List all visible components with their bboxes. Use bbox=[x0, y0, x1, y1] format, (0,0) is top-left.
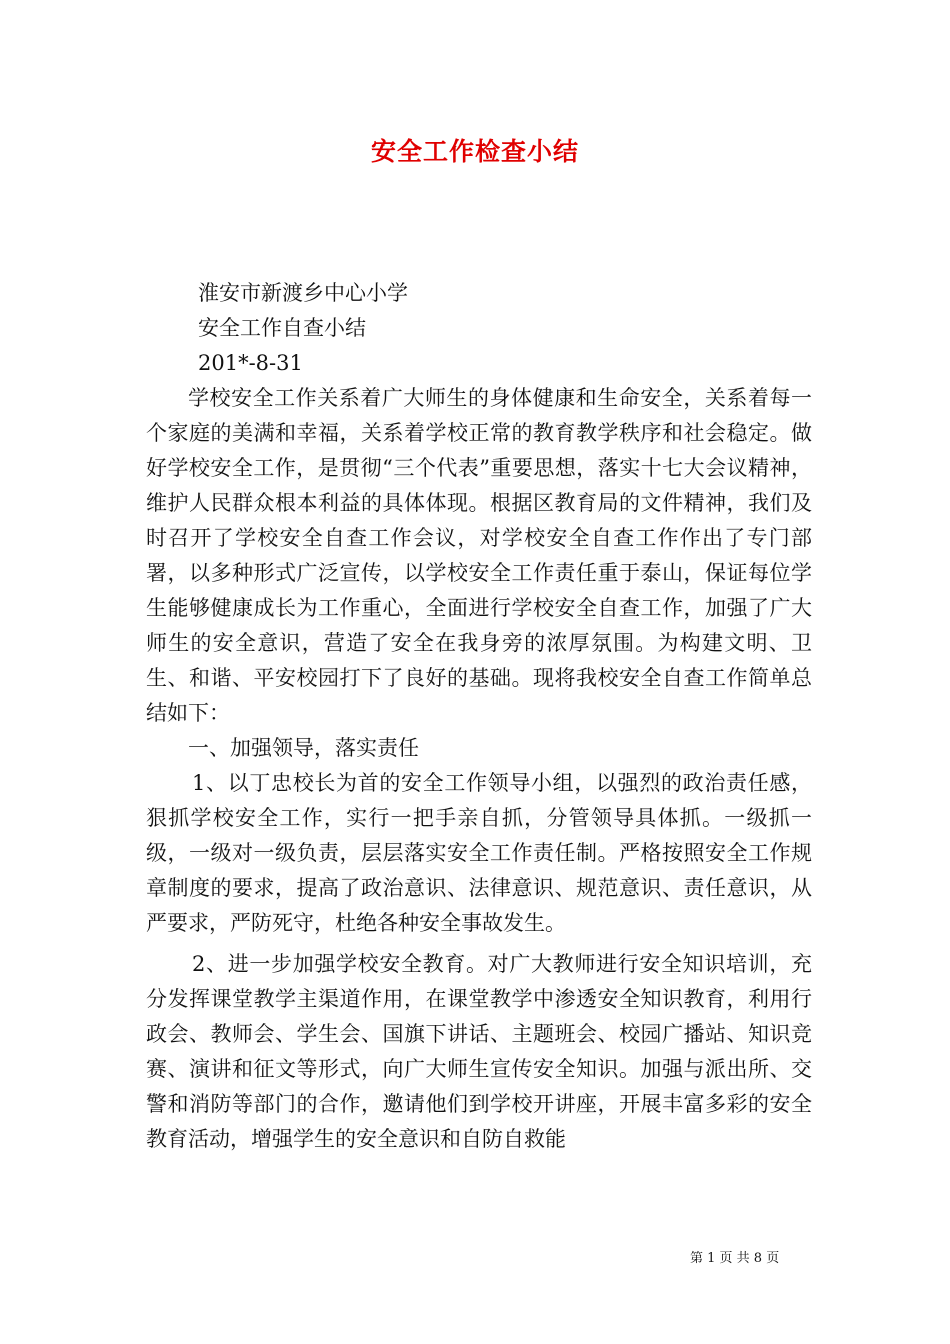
section-heading-1: 一、加强领导，落实责任 bbox=[188, 736, 419, 760]
document-subtitle: 安全工作自查小结 bbox=[198, 316, 366, 340]
item-paragraph-1: 1、以丁忠校长为首的安全工作领导小组，以强烈的政治责任感，狠抓学校安全工作，实行一把手亲自抓，分管领导具体抓。一级抓一级，一级对一级负责，层层落实安全工作责任制。严格按照安全工作规章制度的要求，提高了政治意识、法律意识、规范意识、责任意识，从严要求，严防死守，杜绝各种安全事故发生。 bbox=[146, 771, 812, 935]
document-title: 安全工作检查小结 bbox=[370, 137, 579, 166]
intro-paragraph: 学校安全工作关系着广大师生的身体健康和生命安全，关系着每一个家庭的美满和幸福，关系着学校正常的教育教学秩序和社会稳定。做好学校安全工作，是贯彻“三个代表”重要思想，落实十七大会议精神，维护人民群众根本利益的具体体现。根据区教育局的文件精神，我们及时召开了学校安全自查工作会议，对学校安全自查工作作出了专门部署，以多种形式广泛宣传，以学校安全工作责任重于泰山，保证每位学生能够健康成长为工作重心，全面进行学校安全自查工作，加强了广大师生的安全意识，营造了安全在我身旁的浓厚氛围。为构建文明、卫生、和谐、平安校园打下了良好的基础。现将我校安全自查工作简单总结如下： bbox=[146, 386, 812, 725]
document-date: 201*-8-31 bbox=[198, 351, 303, 375]
school-name: 淮安市新渡乡中心小学 bbox=[198, 281, 408, 305]
item-paragraph-2: 2、进一步加强学校安全教育。对广大教师进行安全知识培训，充分发挥课堂教学主渠道作用，在课堂教学中渗透安全知识教育，利用行政会、教师会、学生会、国旗下讲话、主题班会、校园广播站、知识竞赛、演讲和征文等形式，向广大师生宣传安全知识。加强与派出所、交警和消防等部门的合作，邀请他们到学校开讲座，开展丰富多彩的安全教育活动，增强学生的安全意识和自防自救能 bbox=[146, 952, 812, 1151]
document-body bbox=[146, 276, 812, 1157]
page-footer: 第 1 页 共 8 页 bbox=[690, 1251, 780, 1266]
